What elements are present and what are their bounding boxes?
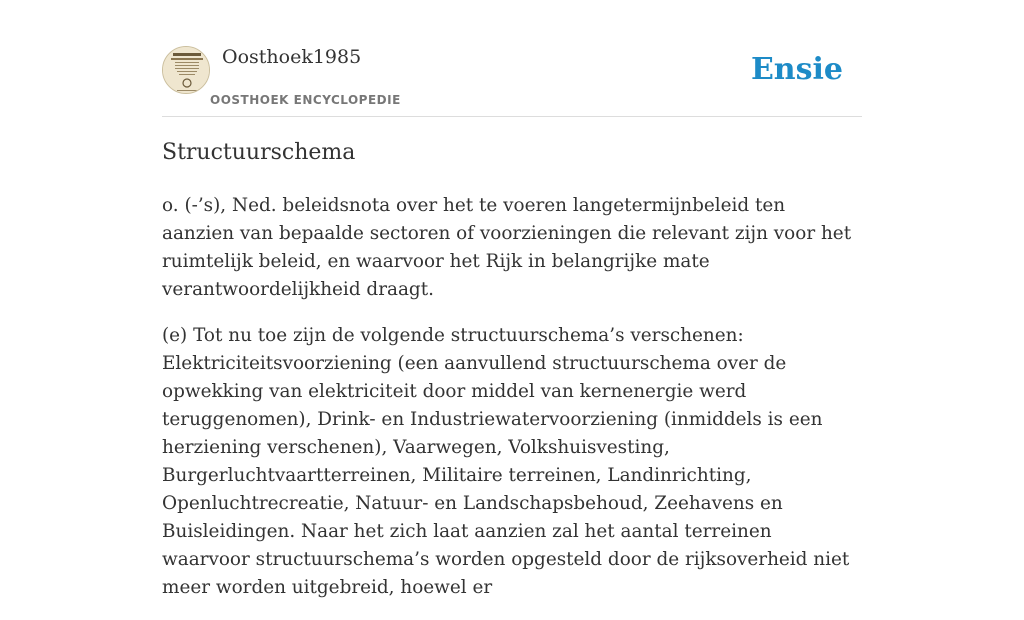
article-body <box>162 192 862 620</box>
brand-logo[interactable]: Ensie <box>750 52 843 87</box>
source-label[interactable]: OOSTHOEK ENCYCLOPEDIE <box>210 93 401 107</box>
definition-paragraph: o. (-’s), Ned. beleidsnota over het te voeren langetermijnbeleid ten aanzien van bepaalde sectoren of voorzieningen die relevant zijn voor het ruimtelijk beleid, en waarvoor het Rijk in belangrijke mate verantwoordelijkheid draagt. <box>162 195 852 300</box>
avatar[interactable] <box>162 46 210 94</box>
article-title: Structuurschema <box>162 140 356 165</box>
encyclopedia-title-page-icon <box>163 47 210 94</box>
header <box>162 44 862 117</box>
explanation-paragraph: (e) Tot nu toe zijn de volgende structuurschema’s verschenen: Elektriciteitsvoorziening (een aanvullend structuurschema over de opwekking van elektriciteit door middel van kernenergie werd teruggenomen), Drink- en Industriewatervoorziening (inmiddels is een herziening verschenen), Vaarwegen, Volkshuisvesting, Burgerluchtvaartterreinen, Militaire terreinen, Landinrichting, Openluchtrecreatie, Natuur- en Landschapsbehoud, Zeehavens en Buisleidingen. Naar het zich laat aanzien zal het aantal terreinen waarvoor structuurschema’s worden opgesteld door de rijksoverheid niet meer worden uitgebreid, hoewel er <box>162 325 850 598</box>
author-name[interactable]: Oosthoek1985 <box>222 46 362 68</box>
